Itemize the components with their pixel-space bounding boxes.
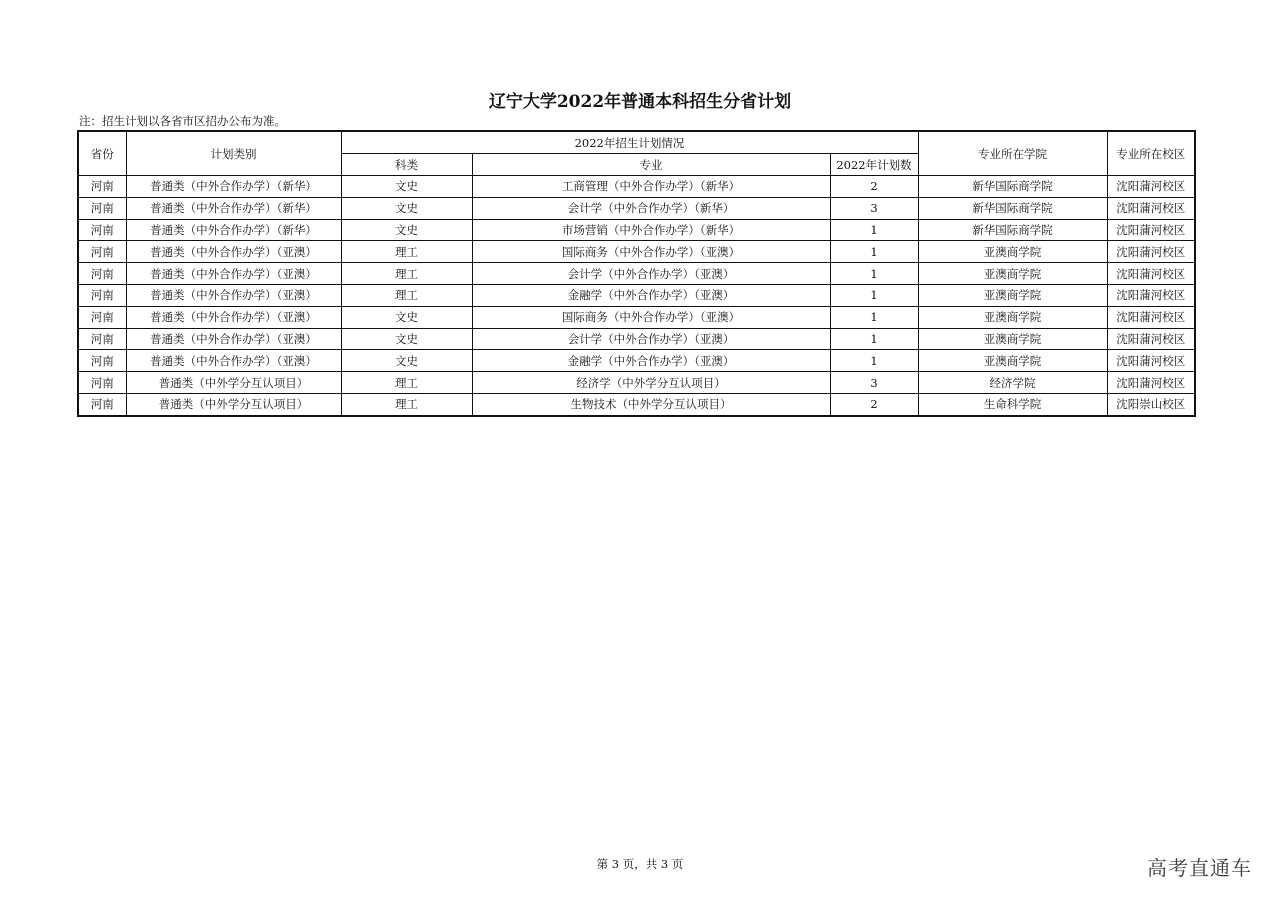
cell-province: 河南 bbox=[78, 219, 126, 241]
cell-plan-type: 普通类（中外合作办学）（新华） bbox=[126, 197, 341, 219]
table-row bbox=[78, 219, 1195, 241]
cell-subject: 理工 bbox=[341, 284, 472, 306]
cell-campus: 沈阳蒲河校区 bbox=[1107, 176, 1195, 198]
header-major: 专业 bbox=[472, 154, 830, 176]
cell-campus: 沈阳崇山校区 bbox=[1107, 393, 1195, 415]
cell-campus: 沈阳蒲河校区 bbox=[1107, 197, 1195, 219]
cell-college: 亚澳商学院 bbox=[918, 306, 1107, 328]
cell-college: 亚澳商学院 bbox=[918, 263, 1107, 285]
cell-plan-type: 普通类（中外合作办学）（亚澳） bbox=[126, 241, 341, 263]
enrollment-plan-table bbox=[77, 130, 1196, 417]
cell-province: 河南 bbox=[78, 176, 126, 198]
cell-major: 会计学（中外合作办学）（亚澳） bbox=[472, 263, 830, 285]
cell-major: 国际商务（中外合作办学）（亚澳） bbox=[472, 306, 830, 328]
cell-college: 生命科学院 bbox=[918, 393, 1107, 415]
cell-college: 新华国际商学院 bbox=[918, 176, 1107, 198]
table-body bbox=[78, 176, 1195, 416]
cell-subject: 文史 bbox=[341, 197, 472, 219]
header-province: 省份 bbox=[78, 131, 126, 176]
cell-major: 工商管理（中外合作办学）（新华） bbox=[472, 176, 830, 198]
cell-major: 国际商务（中外合作办学）（亚澳） bbox=[472, 241, 830, 263]
cell-count: 1 bbox=[830, 306, 918, 328]
cell-campus: 沈阳蒲河校区 bbox=[1107, 350, 1195, 372]
cell-campus: 沈阳蒲河校区 bbox=[1107, 219, 1195, 241]
cell-subject: 文史 bbox=[341, 306, 472, 328]
page-footer: 第 3 页，共 3 页 bbox=[596, 857, 684, 871]
table-row bbox=[78, 393, 1195, 415]
cell-major: 会计学（中外合作办学）（新华） bbox=[472, 197, 830, 219]
document-title: 辽宁大学2022年普通本科招生分省计划 bbox=[488, 92, 792, 112]
cell-major: 金融学（中外合作办学）（亚澳） bbox=[472, 284, 830, 306]
header-plan-group: 2022年招生计划情况 bbox=[341, 131, 918, 154]
cell-college: 新华国际商学院 bbox=[918, 219, 1107, 241]
cell-count: 3 bbox=[830, 197, 918, 219]
cell-count: 1 bbox=[830, 263, 918, 285]
cell-campus: 沈阳蒲河校区 bbox=[1107, 241, 1195, 263]
cell-subject: 文史 bbox=[341, 328, 472, 350]
cell-plan-type: 普通类（中外合作办学）（亚澳） bbox=[126, 328, 341, 350]
table-row bbox=[78, 197, 1195, 219]
cell-campus: 沈阳蒲河校区 bbox=[1107, 263, 1195, 285]
cell-campus: 沈阳蒲河校区 bbox=[1107, 328, 1195, 350]
cell-province: 河南 bbox=[78, 350, 126, 372]
cell-plan-type: 普通类（中外学分互认项目） bbox=[126, 372, 341, 394]
cell-subject: 理工 bbox=[341, 263, 472, 285]
cell-plan-type: 普通类（中外合作办学）（亚澳） bbox=[126, 306, 341, 328]
cell-campus: 沈阳蒲河校区 bbox=[1107, 372, 1195, 394]
watermark: 高考直通车 bbox=[1147, 856, 1252, 880]
cell-subject: 理工 bbox=[341, 241, 472, 263]
cell-count: 1 bbox=[830, 284, 918, 306]
header-count: 2022年计划数 bbox=[830, 154, 918, 176]
cell-province: 河南 bbox=[78, 284, 126, 306]
table-row bbox=[78, 328, 1195, 350]
cell-plan-type: 普通类（中外合作办学）（亚澳） bbox=[126, 263, 341, 285]
table-row bbox=[78, 263, 1195, 285]
table-row bbox=[78, 241, 1195, 263]
cell-count: 1 bbox=[830, 350, 918, 372]
cell-province: 河南 bbox=[78, 197, 126, 219]
cell-subject: 理工 bbox=[341, 393, 472, 415]
cell-province: 河南 bbox=[78, 393, 126, 415]
header-campus: 专业所在校区 bbox=[1107, 131, 1195, 176]
cell-major: 经济学（中外学分互认项目） bbox=[472, 372, 830, 394]
cell-college: 亚澳商学院 bbox=[918, 241, 1107, 263]
cell-subject: 文史 bbox=[341, 350, 472, 372]
cell-count: 1 bbox=[830, 219, 918, 241]
table-row bbox=[78, 350, 1195, 372]
cell-major: 生物技术（中外学分互认项目） bbox=[472, 393, 830, 415]
header-college: 专业所在学院 bbox=[918, 131, 1107, 176]
cell-college: 亚澳商学院 bbox=[918, 328, 1107, 350]
cell-province: 河南 bbox=[78, 372, 126, 394]
cell-college: 新华国际商学院 bbox=[918, 197, 1107, 219]
cell-count: 2 bbox=[830, 176, 918, 198]
cell-count: 3 bbox=[830, 372, 918, 394]
header-subject: 科类 bbox=[341, 154, 472, 176]
cell-college: 亚澳商学院 bbox=[918, 284, 1107, 306]
table-row bbox=[78, 306, 1195, 328]
cell-subject: 理工 bbox=[341, 372, 472, 394]
cell-province: 河南 bbox=[78, 328, 126, 350]
cell-province: 河南 bbox=[78, 306, 126, 328]
cell-plan-type: 普通类（中外合作办学）（新华） bbox=[126, 176, 341, 198]
cell-major: 会计学（中外合作办学）（亚澳） bbox=[472, 328, 830, 350]
cell-count: 2 bbox=[830, 393, 918, 415]
cell-major: 金融学（中外合作办学）（亚澳） bbox=[472, 350, 830, 372]
cell-count: 1 bbox=[830, 328, 918, 350]
document-note: 注：招生计划以各省市区招办公布为准。 bbox=[79, 114, 286, 128]
cell-plan-type: 普通类（中外合作办学）（亚澳） bbox=[126, 284, 341, 306]
cell-subject: 文史 bbox=[341, 176, 472, 198]
cell-plan-type: 普通类（中外合作办学）（新华） bbox=[126, 219, 341, 241]
cell-campus: 沈阳蒲河校区 bbox=[1107, 306, 1195, 328]
cell-province: 河南 bbox=[78, 241, 126, 263]
cell-count: 1 bbox=[830, 241, 918, 263]
cell-subject: 文史 bbox=[341, 219, 472, 241]
cell-college: 亚澳商学院 bbox=[918, 350, 1107, 372]
cell-plan-type: 普通类（中外合作办学）（亚澳） bbox=[126, 350, 341, 372]
table-row bbox=[78, 284, 1195, 306]
cell-province: 河南 bbox=[78, 263, 126, 285]
table-row bbox=[78, 176, 1195, 198]
cell-major: 市场营销（中外合作办学）（新华） bbox=[472, 219, 830, 241]
cell-college: 经济学院 bbox=[918, 372, 1107, 394]
table-row bbox=[78, 372, 1195, 394]
cell-campus: 沈阳蒲河校区 bbox=[1107, 284, 1195, 306]
header-plan-type: 计划类别 bbox=[126, 131, 341, 176]
cell-plan-type: 普通类（中外学分互认项目） bbox=[126, 393, 341, 415]
